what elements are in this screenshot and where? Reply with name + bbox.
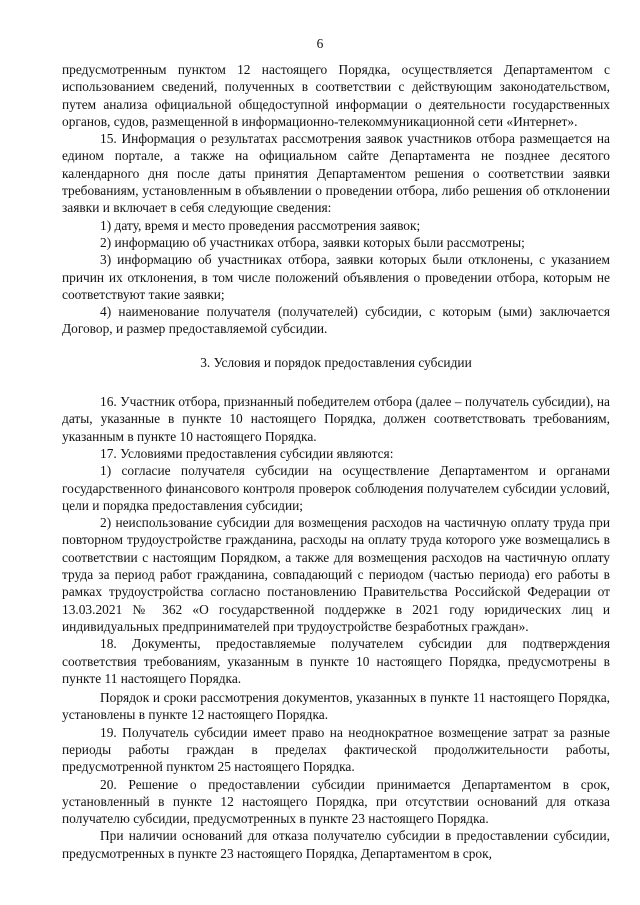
section-heading: 3. Условия и порядок предоставления субсидии [200,354,472,370]
paragraph: предусмотренным пунктом 12 настоящего Порядка, осуществляется Департаментом с использованием сведений, полученных в соответствии с действующим законодательством, путем анализа официальной общедоступной информации о деятельности государственных органов, судов, размещенной в информационно-телекоммуникационной сети «Интернет». [62,62,610,129]
list-item: 3) информацию об участниках отбора, заявки которых были отклонены, с указанием причин их отклонения, в том числе положений объявления о проведении отбора, которым не соответствуют такие заявки; [62,252,610,302]
paragraph-19: 19. Получатель субсидии имеет право на неоднократное возмещение затрат за разные периоды работы граждан в пределах фактической продолжительности работы, предусмотренной пунктом 25 настоящего Порядка. [62,724,610,775]
page-number: 6 [316,36,324,51]
paragraph-17: 17. Условиями предоставления субсидии являются: [100,445,394,461]
list-item: 2) информацию об участниках отбора, заявки которых были рассмотрены; [100,234,525,250]
list-item: 1) дату, время и место проведения рассмотрения заявок; [100,217,421,233]
list-item: 2) неиспользование субсидии для возмещения расходов на частичную оплату труда при повторном трудоустройстве гражданина, расходы на оплату труда которого уже возмещались в соответствии с настоящим Порядком, а также для возмещения расходов на частичную оплату труда за период работ гражданина, совпадающий с периодом (частью периода) его работы в рамках трудоустройства согласно постановлению Правительства Российской Федерации от 13.03.2021 № 362 «О государственной поддержке в 2021 году юридических лиц и индивидуальных предпринимателей при трудоустройстве безработных граждан». [62,515,610,634]
paragraph: При наличии оснований для отказа получателю субсидии в предоставлении субсидии, предусмотренных в пункте 23 настоящего Порядка, Департаментом в срок, [62,828,610,861]
paragraph-15: 15. Информация о результатах рассмотрения заявок участников отбора размещается на едином портале, а также на официальном сайте Департамента не позднее десятого календарного дня после даты принятия Департаментом решения о соответствии заявки требованиям, установленным в объявлении о проведении отбора, либо решения об отклонении заявки и включает в себя следующие сведения: [62,131,610,216]
paragraph: Порядок и сроки рассмотрения документов, указанных в пункте 11 настоящего Порядка, установлены в пункте 12 настоящего Порядка. [62,690,610,723]
paragraph-18: 18. Документы, предоставляемые получателем субсидии для подтверждения соответствия требованиям, указанным в пункте 10 настоящего Порядка, предусмотрены в пункте 11 настоящего Порядка. [62,636,610,686]
document-body [62,61,610,862]
paragraph-16: 16. Участник отбора, признанный победителем отбора (далее – получатель субсидии), на даты, указанные в пункте 10 настоящего Порядка, должен соответствовать требованиям, указанным в пункте 10 настоящего Порядка. [62,394,610,444]
list-item: 4) наименование получателя (получателей) субсидии, с которым (ыми) заключается Договор, и размер предоставляемой субсидии. [62,304,610,337]
list-item: 1) согласие получателя субсидии на осуществление Департаментом и органами государственного финансового контроля проверок соблюдения получателем субсидии условий, цели и порядка предоставления субсидии; [62,463,610,513]
paragraph-20: 20. Решение о предоставлении субсидии принимается Департаментом в срок, установленный в пункте 12 настоящего Порядка, при отсутствии оснований для отказа получателю субсидии, предусмотренных в пункте 23 настоящего Порядка. [62,776,610,827]
